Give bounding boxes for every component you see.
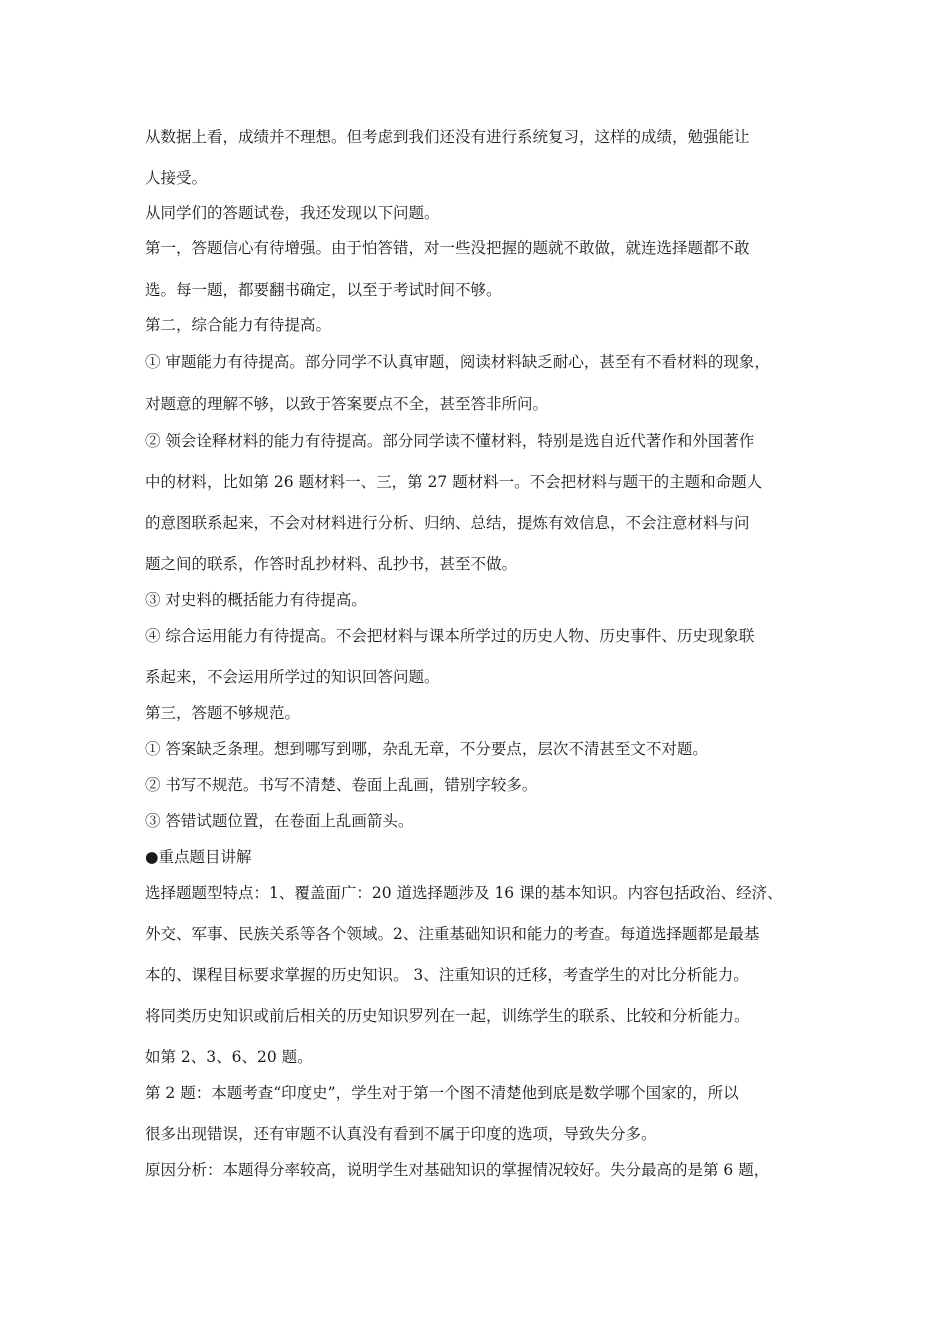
text-line: 选。每一题，都要翻书确定，以至于考试时间不够。: [145, 281, 502, 299]
text-line: 系起来，不会运用所学过的知识回答问题。: [145, 668, 440, 686]
text-line: 原因分析：本题得分率较高，说明学生对基础知识的掌握情况较好。失分最高的是第 6 题，: [145, 1161, 770, 1179]
text-line: 从同学们的答题试卷，我还发现以下问题。: [145, 204, 440, 222]
text-line: 本的、课程目标要求掌握的历史知识。 3、注重知识的迁移，考查学生的对比分析能力。: [145, 966, 749, 984]
text-line: ② 书写不规范。书写不清楚、卷面上乱画，错别字较多。: [145, 776, 538, 794]
text-line: 中的材料，比如第 26 题材料一、三，第 27 题材料一。不会把材料与题干的主题和命题人: [145, 473, 763, 491]
section-heading: ●重点题目讲解: [145, 848, 252, 866]
text-line: ② 领会诠释材料的能力有待提高。部分同学读不懂材料，特别是选自近代著作和外国著作: [145, 432, 755, 450]
text-line: ① 答案缺乏条理。想到哪写到哪，杂乱无章，不分要点，层次不清甚至文不对题。: [145, 740, 708, 758]
text-line: 外交、军事、民族关系等各个领域。2、注重基础知识和能力的考查。每道选择题都是最基: [145, 925, 760, 943]
text-line: 人接受。: [145, 169, 208, 187]
text-line: 很多出现错误，还有审题不认真没有看到不属于印度的选项，导致失分多。: [145, 1125, 657, 1143]
text-line: 第 2 题：本题考查“印度史”，学生对于第一个图不清楚他到底是数学哪个国家的，所以: [145, 1084, 739, 1102]
text-line: 将同类历史知识或前后相关的历史知识罗列在一起，训练学生的联系、比较和分析能力。: [145, 1007, 750, 1025]
text-line: 第一，答题信心有待增强。由于怕答错，对一些没把握的题就不敢做，就连选择题都不敢: [145, 239, 750, 257]
text-line: 的意图联系起来，不会对材料进行分析、归纳、总结，提炼有效信息，不会注意材料与问: [145, 514, 750, 532]
text-line: ③ 对史料的概括能力有待提高。: [145, 591, 367, 609]
text-line: 第二，综合能力有待提高。: [145, 316, 332, 334]
text-line: ③ 答错试题位置，在卷面上乱画箭头。: [145, 812, 414, 830]
text-line: 如第 2、3、6、20 题。: [145, 1048, 313, 1066]
text-line: 选择题题型特点：1、覆盖面广：20 道选择题涉及 16 课的基本知识。内容包括政治、经济、: [145, 884, 783, 902]
text-line: 从数据上看，成绩并不理想。但考虑到我们还没有进行系统复习，这样的成绩，勉强能让: [145, 128, 750, 146]
text-line: ① 审题能力有待提高。部分同学不认真审题，阅读材料缺乏耐心，甚至有不看材料的现象，: [145, 353, 770, 371]
text-line: 对题意的理解不够，以致于答案要点不全，甚至答非所问。: [145, 395, 549, 413]
text-line: 第三，答题不够规范。: [145, 704, 301, 722]
text-line: ④ 综合运用能力有待提高。不会把材料与课本所学过的历史人物、历史事件、历史现象联: [145, 627, 755, 645]
text-line: 题之间的联系，作答时乱抄材料、乱抄书，甚至不做。: [145, 555, 518, 573]
